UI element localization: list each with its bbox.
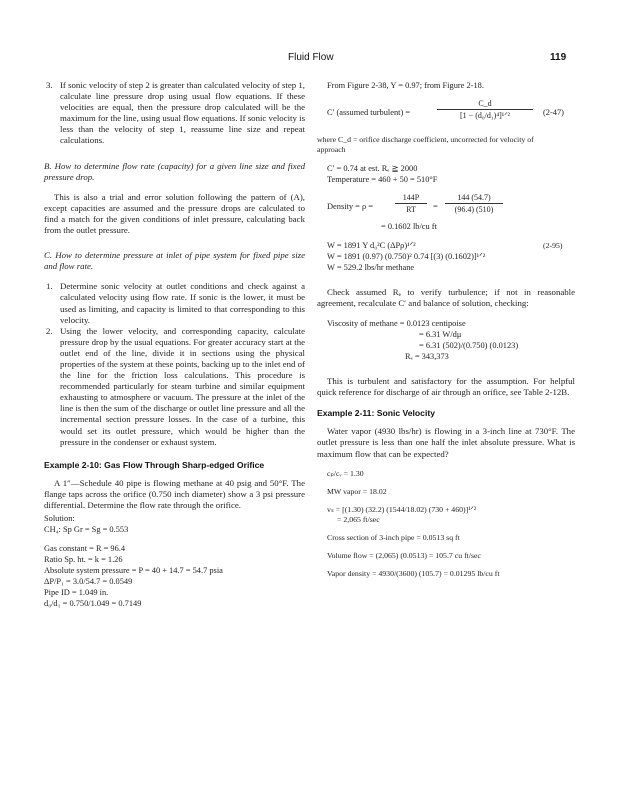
solution-line: CH₄: Sp Gr = Sg = 0.553 <box>44 525 129 534</box>
solution-label: Solution: <box>44 514 75 523</box>
step-3-number: 3. <box>46 80 53 90</box>
mw-line: MW vapor = 18.02 <box>327 486 387 496</box>
solution-line: ΔP/P₁ = 3.0/54.7 = 0.0549 <box>44 577 133 586</box>
paragraph-b: This is also a trial and error solution following the pattern of (A), except capacities are assumed and the pressure drops are calculated to find a match for the given conditions of inlet pressure, calculating back from the outlet pressure. <box>44 191 305 236</box>
turbulent-paragraph: This is turbulent and satisfactory for the assumption. For helpful quick reference for discharge of air through an orifice, see Table 2-12B. <box>317 376 575 398</box>
density-fraction-1: $\frac{144P}{RT}$ <box>395 193 427 214</box>
check-paragraph: Check assumed Rₑ to verify turbulence; if not in reasonable agreement, recalculate C′ and balance of solution, checking: <box>317 287 575 309</box>
density-equation: Density = ρ = $\frac{144P}{RT}$ = $\frac{144 (54.7)}{(96.4) (510)}$ <box>317 193 575 221</box>
eq-2-47-denominator: [1 − (d₀/d₁)⁴]¹ᐟ² <box>460 111 510 120</box>
temperature-line: Temperature = 460 + 50 = 510°F <box>327 175 438 184</box>
eq-2-47-numerator: C_d <box>437 99 533 110</box>
cp-cv-line: cₚ/cᵥ = 1.30 <box>327 468 364 478</box>
cross-section-line: Cross section of 3-inch pipe = 0.0513 sq ft <box>327 532 460 542</box>
eq-2-47-number: (2-47) <box>543 108 564 117</box>
list-item: 1. Determine sonic velocity at outlet conditions and check against a calculated velocity using flow rate. If sonic is the lower, it must be used as limiting, and capacity is limited to that corresponding to this velocity. <box>46 281 305 325</box>
running-header-title: Fluid Flow <box>288 52 334 63</box>
sonic-velocity-result: = 2,065 ft/sec <box>337 514 380 524</box>
step-3 <box>44 80 305 147</box>
from-figure-line: From Figure 2-38, Y = 0.97; from Figure 2-18. <box>327 81 484 90</box>
example-2-11-title: Example 2-11: Sonic Velocity <box>317 408 435 419</box>
w-line: W = 1891 (0.97) (0.750)² 0.74 [(3) (0.1602)]¹ᐟ² <box>327 252 486 261</box>
sonic-velocity-line: vₛ = [(1.30) (32.2) (1544/18.02) (730 + 460)]¹ᐟ² <box>327 504 477 514</box>
vapor-density-line: Vapor density = 4930/(3600) (105.7) = 0.01295 lb/cu ft <box>327 568 500 578</box>
example-2-10-intro: A 1″—Schedule 40 pipe is flowing methane at 40 psig and 50°F. The flange taps across the orifice (0.750 inch diameter) show a 3 psi pressure differential. Determine the flow rate through the orifice. <box>44 477 305 510</box>
example-2-11-intro: Water vapor (4930 lbs/hr) is flowing in a 3-inch line at 730°F. The outlet pressure is less than one half the inlet absolute pressure. What is maximum flow that can be expected? <box>317 426 575 459</box>
solution-line: Gas constant = R = 96.4 <box>44 544 126 553</box>
w-line: W = 529.2 lbs/hr methane <box>327 263 415 272</box>
solution-line: Pipe ID = 1.049 in. <box>44 588 109 597</box>
viscosity-line: = 6.31 (502)/(0.750) (0.0123) <box>419 341 519 351</box>
list-item: 2. Using the lower velocity, and corresponding capacity, calculate pressure drop by the usual equations. For greater accuracy start at the outlet end of the line, divide it in sections using the physical properties of the system at these points, backing up to the inlet end of the line for the friction loss calculations. This procedure is recommended particularly for steam turbine and similar equipment exhausting to atmosphere or vacuum. The pressure at the inlet of the line is then the sum of the discharge or outlet line pressure and all the incremental section pressure losses. In the case of a turbine, this would set its outlet pressure, which would be higher than the pressure in the condenser or exhaust system. <box>46 325 305 447</box>
example-2-10-title: Example 2-10: Gas Flow Through Sharp-edged Orifice <box>44 459 265 470</box>
solution-line: d₀/d₁ = 0.750/1.049 = 0.7149 <box>44 599 142 608</box>
density-result: = 0.1602 lb/cu ft <box>381 222 437 231</box>
viscosity-line: = 6.31 W/dμ <box>419 330 462 340</box>
step-3-text: If sonic velocity of step 2 is greater than calculated velocity of step 1, calculate line pressure drop using usual flow equations. If these velocities are equal, then the pressure drop calculated will be the maximum for the line, using usual flow equations. If sonic velocity is less than the velocity of step 1, reassume line size and repeat calculations. <box>60 80 305 146</box>
density-fraction-2: $\frac{144 (54.7)}{(96.4) (510)}$ <box>445 193 503 214</box>
w-equations <box>317 240 575 273</box>
eq-2-47-lhs: C′ (assumed turbulent) = <box>327 108 411 117</box>
volume-flow-line: Volume flow = (2,065) (0.0513) = 105.7 cu ft/sec <box>327 550 481 560</box>
c-prime-line: C′ = 0.74 at est. Rₑ ≧ 2000 <box>327 164 418 173</box>
equation-2-47 <box>317 99 575 127</box>
eq-2-95-number: (2-95) <box>543 241 563 250</box>
density-lhs: Density = ρ = <box>327 202 373 211</box>
solution-line: Ratio Sp. ht. = k = 1.26 <box>44 555 123 564</box>
eq-2-47-fraction <box>437 99 533 120</box>
right-column <box>317 80 575 579</box>
c-list <box>44 281 305 447</box>
where-cd: where C_d = orifice discharge coefficient, uncorrected for velocity of approach <box>317 135 534 154</box>
w-line: W = 1891 Y d₀²C (ΔPρ)¹ᐟ² <box>327 241 416 250</box>
viscosity-line: Viscosity of methane = 0.0123 centipoise <box>327 319 466 329</box>
page-number: 119 <box>550 52 567 63</box>
heading-b: B. How to determine flow rate (capacity) for a given line size and fixed pressure drop. <box>44 160 305 182</box>
solution-line: Absolute system pressure = P = 40 + 14.7 = 54.7 psia <box>44 566 223 575</box>
reynolds-line: Rₑ = 343,373 <box>405 352 449 362</box>
left-column <box>44 80 305 609</box>
heading-c: C. How to determine pressure at inlet of pipe system for fixed pipe size and flow rate. <box>44 250 305 272</box>
